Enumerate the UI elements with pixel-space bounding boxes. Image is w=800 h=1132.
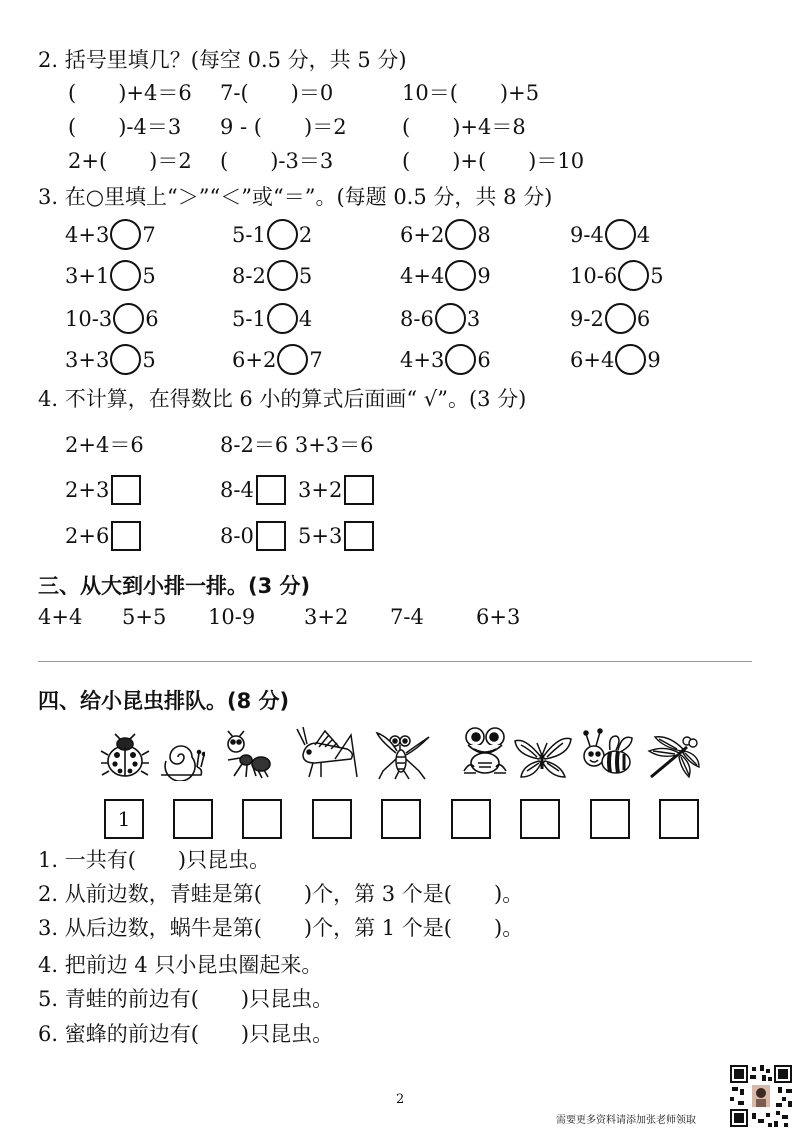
comparison-left: 4+4 [400,263,445,288]
comparison-left: 5-1 [232,222,266,247]
q4-item [298,521,374,551]
answer-circle[interactable] [113,303,144,334]
comparison-item [400,303,480,334]
answer-circle[interactable] [110,344,141,375]
question-2: 2. 从前边数，青蛙是第( )个，第 3 个是( )。 [38,882,524,906]
answer-box[interactable] [256,521,286,551]
comparison-item [232,303,312,334]
comparison-right: 8 [477,222,491,247]
grasshopper-icon [295,725,361,779]
q4-item [65,475,141,505]
comparison-left: 4+3 [65,222,110,247]
q2-r1-c2: 7-( )＝0 [220,81,334,105]
sort-item: 7-4 [390,605,424,629]
order-box[interactable] [590,799,630,839]
comparison-item [570,219,650,250]
comparison-right: 7 [309,347,323,372]
comparison-left: 9-2 [570,306,604,331]
comparison-right: 9 [477,263,491,288]
question-3: 3. 从后边数，蜗牛是第( )个，第 1 个是( )。 [38,916,524,940]
sort-item: 3+2 [304,605,349,629]
comparison-right: 5 [650,263,664,288]
comparison-item [570,303,650,334]
comparison-item [232,344,323,375]
sort-item: 6+3 [476,605,521,629]
answer-circle[interactable] [615,344,646,375]
answer-circle[interactable] [445,260,476,291]
comparison-left: 6+2 [232,347,277,372]
order-box[interactable] [173,799,213,839]
comparison-right: 6 [636,306,651,331]
dragonfly-icon [643,733,701,781]
order-box[interactable] [659,799,699,839]
answer-circle[interactable] [267,219,298,250]
order-box[interactable]: 1 [104,799,144,839]
comparison-right: 5 [142,263,156,288]
comparison-right: 4 [298,306,313,331]
q2-r2-c3: ( )+4＝8 [402,115,526,139]
comparison-left: 8-6 [400,306,434,331]
comparison-left: 10-6 [570,263,618,288]
q4-expr: 5+3 [298,524,343,548]
q4-expr: 8-4 [220,478,254,502]
section4-title: 四、给小昆虫排队。(8 分) [38,689,290,713]
footer-note: 需要更多资料请添加张老师领取 [556,1115,696,1126]
answer-circle[interactable] [267,303,298,334]
q4-expr: 2+6 [65,524,110,548]
answer-circle[interactable] [110,260,141,291]
answer-circle[interactable] [267,260,298,291]
frog-icon [460,725,510,779]
answer-circle[interactable] [618,260,649,291]
comparison-item [65,344,156,375]
comparison-item [65,219,156,250]
comparison-right: 6 [477,347,491,372]
question-6: 6. 蜜蜂的前边有( )只昆虫。 [38,1022,334,1046]
q4-item [220,521,286,551]
q4-item [298,475,374,505]
comparison-item [232,260,312,291]
comparison-left: 8-2 [232,263,266,288]
q4-item [220,475,286,505]
q2-r3-c3: ( )+( )＝10 [402,149,585,173]
section-divider [38,661,752,662]
comparison-left: 10-3 [65,306,113,331]
question-4: 4. 把前边 4 只小昆虫圈起来。 [38,953,323,977]
comparison-left: 6+2 [400,222,445,247]
section3-title: 三、从大到小排一排。(3 分) [38,574,311,598]
question-1: 1. 一共有( )只昆虫。 [38,848,271,872]
comparison-item [65,260,156,291]
page-number: 2 [396,1092,405,1107]
comparison-left: 6+4 [570,347,615,372]
ladybug-icon [100,733,150,781]
answer-box[interactable] [256,475,286,505]
question-5: 5. 青蛙的前边有( )只昆虫。 [38,987,334,1011]
q4-item [65,521,141,551]
order-box[interactable] [381,799,421,839]
answer-circle[interactable] [605,303,636,334]
answer-box[interactable] [111,475,141,505]
comparison-right: 6 [145,306,159,331]
answer-circle[interactable] [277,344,308,375]
comparison-right: 5 [298,263,313,288]
order-box[interactable] [451,799,491,839]
comparison-right: 7 [142,222,156,247]
sort-item: 10-9 [208,605,256,629]
comparison-left: 9-4 [570,222,604,247]
bee-icon [580,728,638,780]
comparison-item [232,219,312,250]
comparison-right: 2 [298,222,313,247]
comparison-left: 3+3 [65,347,110,372]
q2-r3-c2: ( )-3＝3 [220,149,334,173]
answer-box[interactable] [111,521,141,551]
ant-icon [222,730,272,780]
sort-item: 4+4 [38,605,83,629]
order-box[interactable] [520,799,560,839]
q4-example-1: 2+4＝6 [65,433,144,457]
q2-r1-c1: ( )+4＝6 [68,81,192,105]
q2-title: 2. 括号里填几？(每空 0.5 分，共 5 分) [38,48,407,72]
comparison-left: 5-1 [232,306,266,331]
comparison-left: 4+3 [400,347,445,372]
comparison-item [65,303,159,334]
q4-expr: 3+2 [298,478,343,502]
comparison-item [400,344,491,375]
q4-title: 4. 不计算，在得数比 6 小的算式后面画“ √”。(3 分) [38,387,527,411]
q4-example-2: 8-2＝6 3+3＝6 [220,433,374,457]
comparison-item [570,260,664,291]
sort-item: 5+5 [122,605,167,629]
answer-circle[interactable] [110,219,141,250]
answer-circle[interactable] [435,303,466,334]
order-box[interactable] [312,799,352,839]
qr-code-icon [730,1065,792,1127]
snail-icon [157,733,205,781]
comparison-right: 4 [636,222,651,247]
comparison-item [400,260,491,291]
q2-r2-c1: ( )-4＝3 [68,115,182,139]
answer-circle[interactable] [445,219,476,250]
q2-r2-c2: 9 - ( )＝2 [220,115,347,139]
comparison-item [400,219,491,250]
q3-title: 3. 在○里填上“＞”“＜”或“＝”。(每题 0.5 分，共 8 分) [38,185,553,209]
order-box[interactable] [242,799,282,839]
answer-circle[interactable] [445,344,476,375]
answer-box[interactable] [344,475,374,505]
q4-expr: 2+3 [65,478,110,502]
answer-box[interactable] [344,521,374,551]
comparison-right: 9 [647,347,661,372]
q2-r3-c1: 2+( )＝2 [68,149,192,173]
comparison-right: 5 [142,347,156,372]
comparison-left: 3+1 [65,263,110,288]
mosquito-icon [373,727,433,781]
comparison-item [570,344,661,375]
q4-expr: 8-0 [220,524,254,548]
q2-r1-c3: 10＝( )+5 [402,81,540,105]
answer-circle[interactable] [605,219,636,250]
comparison-right: 3 [466,306,481,331]
butterfly-icon [513,735,573,781]
